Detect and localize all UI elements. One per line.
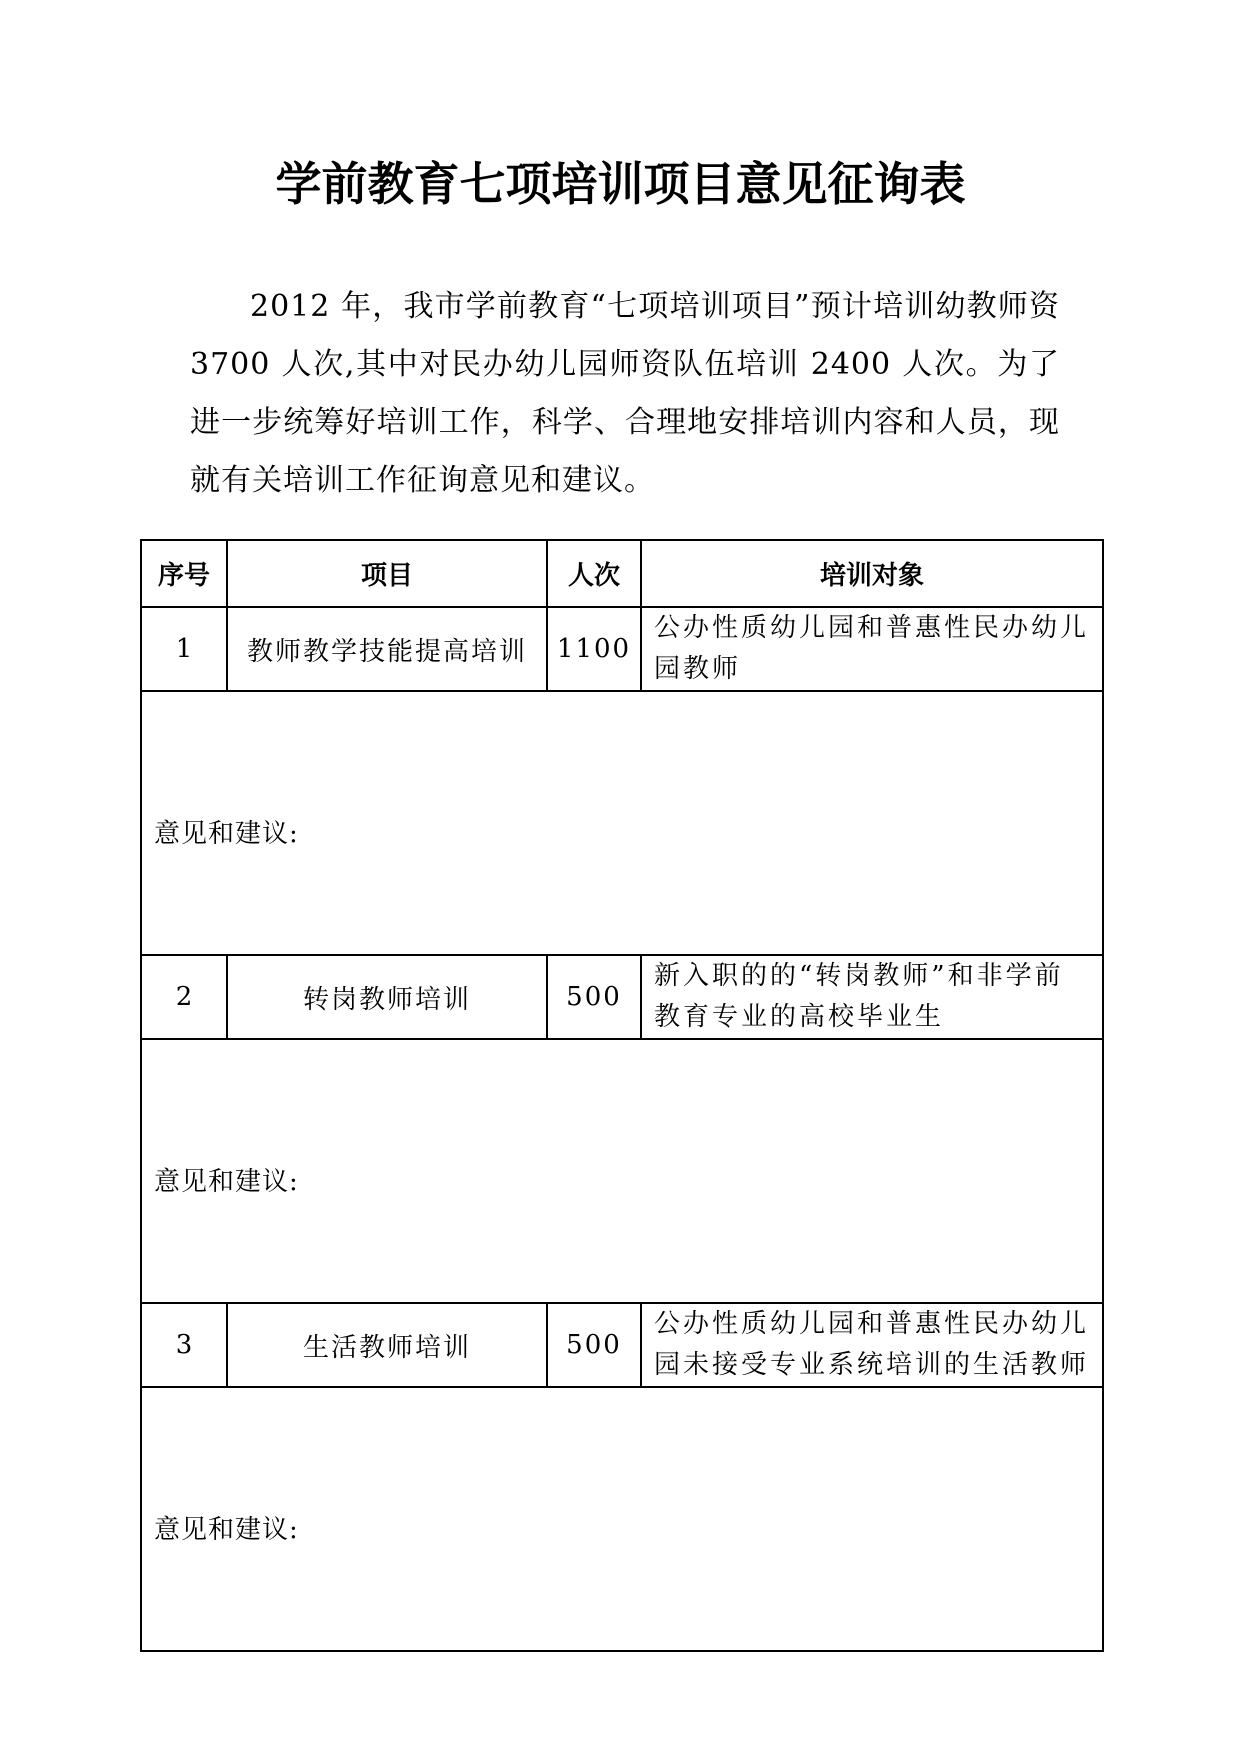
row-count: 500 <box>547 1303 641 1387</box>
row-serial-number: 1 <box>141 607 227 691</box>
row-target-audience: 公办性质幼儿园和普惠性民办幼儿园教师 <box>641 607 1103 691</box>
intro-paragraph: 2012 年，我市学前教育“七项培训项目”预计培训幼教师资 3700 人次,其中对民办幼儿园师资队伍培训 2400 人次。为了进一步统筹好培训工作，科学、合理地安排培训内容和人员，现就有关培训工作征询意见和建议。 <box>190 289 1060 498</box>
row-project: 生活教师培训 <box>227 1303 547 1387</box>
row-target-audience: 公办性质幼儿园和普惠性民办幼儿园未接受专业系统培训的生活教师 <box>641 1303 1103 1387</box>
opinion-row <box>141 691 1103 955</box>
opinion-label: 意见和建议: <box>154 1514 299 1545</box>
row-project: 教师教学技能提高培训 <box>227 607 547 691</box>
survey-table <box>140 539 1104 1652</box>
header-serial-number: 序号 <box>141 540 227 607</box>
table-row <box>141 607 1103 691</box>
table-row <box>141 1303 1103 1387</box>
header-project: 项目 <box>227 540 547 607</box>
opinion-row <box>141 1387 1103 1651</box>
row-target-audience: 新入职的的“转岗教师”和非学前教育专业的高校毕业生 <box>641 955 1103 1039</box>
document-title: 学前教育七项培训项目意见征询表 <box>275 157 966 211</box>
opinion-row <box>141 1039 1103 1303</box>
row-project: 转岗教师培训 <box>227 955 547 1039</box>
opinion-field[interactable] <box>141 691 1103 955</box>
header-target-audience: 培训对象 <box>641 540 1103 607</box>
table-row <box>141 955 1103 1039</box>
row-count: 1100 <box>547 607 641 691</box>
opinion-label: 意见和建议: <box>154 818 299 849</box>
row-serial-number: 2 <box>141 955 227 1039</box>
opinion-field[interactable] <box>141 1039 1103 1303</box>
opinion-field[interactable] <box>141 1387 1103 1651</box>
header-count: 人次 <box>547 540 641 607</box>
row-serial-number: 3 <box>141 1303 227 1387</box>
opinion-label: 意见和建议: <box>154 1166 299 1197</box>
row-count: 500 <box>547 955 641 1039</box>
table-header-row <box>141 540 1103 607</box>
